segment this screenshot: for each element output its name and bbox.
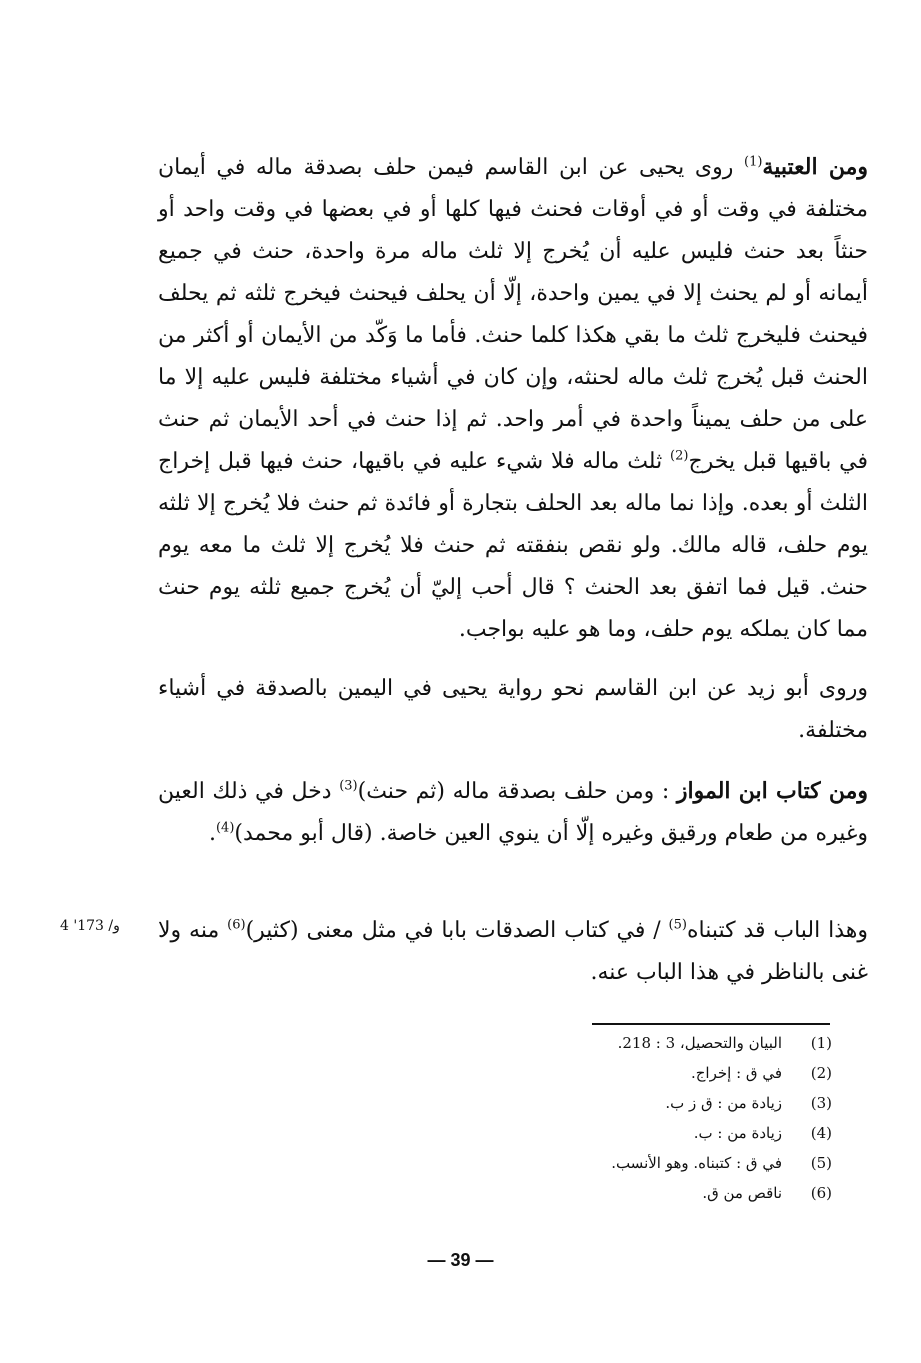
footnote-number: (4) [810, 1124, 832, 1142]
footnote-item [470, 1058, 832, 1088]
footnote-number: (6) [810, 1184, 832, 1202]
footnote-text: في ق : إخراج. [690, 1064, 782, 1082]
footnote-ref-1[interactable]: (1) [743, 154, 763, 170]
footnote-number: (2) [810, 1064, 832, 1082]
footnote-number: (1) [810, 1034, 832, 1052]
paragraph-utbiyya [158, 146, 868, 651]
paragraph-text: . [208, 821, 216, 846]
paragraph-text: دخل في ذلك العين وغيره من طعام ورقيق وغيره إلّا أن ينوي العين خاصة. (قال أبو محمد) [158, 779, 868, 846]
manuscript-folio-note: 4 '173 /و [60, 918, 120, 934]
footnotes-list [470, 1028, 832, 1208]
page-number: — 39 — [427, 1250, 494, 1270]
footnote-item [470, 1088, 832, 1118]
paragraph-text: روى يحيى عن ابن القاسم فيمن حلف بصدقة ماله في أيمان مختلفة في وقت أو في أوقات فحنث فيها كلها أو في بعضها في وقت واحد أو حنثاً بعد حنث فليس عليه أن يُخرج إلا ثلث ماله مرة واحدة، حنث في جميع أيمانه أو لم يحنث إلا في يمين واحدة، إلّا أن يحلف فيحنث فيخرج ثلثه ثم يحلف فيحنث فليخرج ثلث ما بقي هكذا كلما حنث. فأما ما وَكّد من الأيمان أو أكثر من الحنث قبل يُخرج ثلث ماله لحنثه، وإن كان في أشياء مختلفة فليس عليه إلا ما على من حلف يميناً واحدة في أمر واحد. ثم إذا حنث في أحد الأيمان ثم حنث في باقيها قبل يخرج [158, 155, 868, 474]
footnote-number: (3) [810, 1094, 832, 1112]
footnote-ref-2[interactable]: (2) [670, 448, 689, 464]
paragraph-text: وهذا الباب قد كتبناه [686, 918, 869, 943]
paragraph-text: منه ولا غنى بالناظر في هذا الباب عنه. [158, 918, 868, 985]
paragraph-text: / في كتاب الصدقات بابا في مثل معنى (كثير) [245, 918, 669, 943]
paragraph-text: : ومن حلف بصدقة ماله (ثم حنث) [357, 779, 677, 804]
paragraph-abu-zayd: وروى أبو زيد عن ابن القاسم نحو رواية يحيى في اليمين بالصدقة في أشياء مختلفة. [158, 676, 868, 743]
footnote-ref-3[interactable]: (3) [339, 778, 358, 794]
source-heading-utbiyya: ومن العتبية [762, 154, 868, 180]
footnote-text: زيادة من : ق ز ب. [665, 1094, 782, 1112]
paragraph-text: ثلث ماله فلا شيء عليه في باقيها، حنث فيها قبل إخراج الثلث أو بعده. وإذا نما ماله بعد الحلف بتجارة أو فائدة ثم حنث فلا يُخرج إلا ثلثه يوم حلف، قاله مالك. ولو نقص بنفقته ثم حنث فلا يُخرج إلا ثلث ما معه يوم حنث. قيل فما اتفق بعد الحنث ؟ قال أحب إليّ أن يُخرج جميع ثلثه يوم حنث مما كان يملكه يوم حلف، وما هو عليه بواجب. [158, 449, 868, 642]
footnote-text: زيادة من : ب. [693, 1124, 782, 1142]
paragraph-ibn-al-mawwaz [158, 770, 868, 855]
footnote-item [470, 1028, 832, 1058]
footnote-item [470, 1178, 832, 1208]
source-heading-ibn-al-mawwaz: ومن كتاب ابن المواز [676, 778, 868, 804]
footnote-separator [592, 1023, 830, 1025]
paragraph-closing [158, 910, 868, 994]
footnote-text: في ق : كتبناه. وهو الأنسب. [611, 1154, 782, 1172]
footnote-item [470, 1148, 832, 1178]
footnote-number: (5) [810, 1154, 832, 1172]
footnote-item [470, 1118, 832, 1148]
footnote-text: ناقص من ق. [702, 1184, 782, 1202]
footnote-ref-6[interactable]: (6) [227, 917, 246, 933]
footnote-ref-4[interactable]: (4) [215, 820, 235, 836]
footnote-text: البيان والتحصيل، 3 : 218. [617, 1034, 782, 1052]
footnote-ref-5[interactable]: (5) [668, 917, 687, 933]
